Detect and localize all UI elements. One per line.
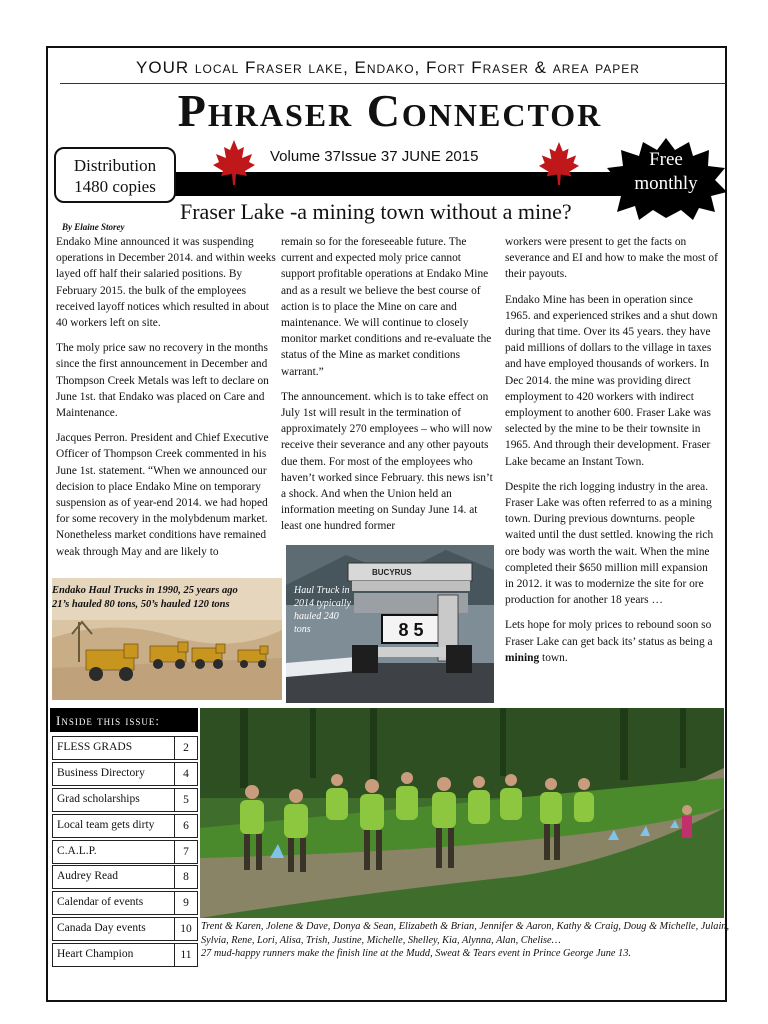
col2-para-1: remain so for the foreseeable future. The current and expected moly price cannot support profitable operations at Endako Mine and as a result we believe the best course of action is to place the Mine on care and maintenance. We will continue to closely monitor market conditions and re-evaluate the status of the Mine as market conditions warrant.” [281,236,492,378]
toc-page: 2 [174,737,197,759]
col1-para-2: The moly price saw no recovery in the months since the first announcement in December and Thompson Creek Metals was left to declare on June 1st. that Endako was placed on Care and Maintenance. [56,342,269,420]
toc-label: Grad scholarships [57,792,140,805]
maple-leaf-left-icon [212,138,256,186]
volume-line: Volume 37Issue 37 JUNE 2015 [270,148,479,165]
toc-page: 11 [174,944,197,966]
article-headline: Fraser Lake -a mining town without a mine? [180,199,572,224]
runners-event: 27 mud-happy runners make the finish line at the Mudd, Sweat & Tears event in Prince George June 13. [201,948,631,959]
old-trucks-caption-line2: 21’s hauled 80 tons, 50’s hauled 120 tons [52,599,230,610]
mud-runners-photo [200,708,724,918]
toc-page: 4 [174,763,197,785]
distribution-copies: 1480 copies [74,177,156,196]
toc-label: Calendar of events [57,896,144,909]
toc-item[interactable] [52,788,198,812]
runners-caption [201,920,731,961]
toc-item[interactable] [52,917,198,941]
toc-item[interactable] [52,891,198,915]
badge-text [605,148,727,196]
toc-label: Audrey Read [57,870,118,883]
truck-number: 8 5 [398,620,424,640]
distribution-label: Distribution [73,156,157,175]
col1-para-1: Endako Mine announced it was suspending operations in December 2014. and within weeks layed off half their salaried positions. By February 2015. the bulk of the employees received layoff notices which resulted in about 40 workers left on site. [56,236,276,330]
toc-page: 7 [174,841,197,863]
toc-page: 9 [174,892,197,914]
inside-issue-title: Inside this issue: [50,708,198,732]
truck-brand: BUCYRUS [372,568,412,577]
col3-para-4-end: town. [539,651,568,664]
col3-mining-emphasis: mining [505,651,540,664]
toc-item[interactable] [52,865,198,889]
toc-label: FLESS GRADS [57,741,133,753]
old-trucks-caption [52,584,284,612]
toc-item[interactable] [52,736,198,760]
article-byline: By Elaine Storey [62,222,125,232]
toc-label: C.A.L.P. [57,844,97,857]
col3-para-2: Endako Mine has been in operation since 1965. and experienced strikes and a shut down during that time. Over its 45 years. they have paid millions of dollars to the village in taxes and have employed thousands of workers. In Dec 2014. the mine was providing direct employment to 420 workers with indirect employment to another 600. Fraser Lake was selected by the mine to be their townsite in 1965. And through their development. Fraser Lake became an Instant Town. [505,293,718,468]
mud-runners-illustration [200,708,724,918]
free-monthly-badge [605,138,727,220]
toc-page: 5 [174,789,197,811]
col2-para-2: The announcement. which is to take effect on July 1st will result in the termination of approximately 270 employees – who will now receive their severance and any other payouts due them. For most of the employees who haven’t worked since February. this news isn’t a shock. And when the Union held an information meeting on Sunday June 14. at least one hundred former [281,390,493,533]
article-column-3 [505,234,719,675]
toc-item[interactable] [52,762,198,786]
col3-para-1: workers were present to get the facts on severance and EI and how to make the most of their payouts. [505,236,718,281]
col3-para-3: Despite the rich logging industry in the area. Fraser Lake was often referred to as a mining town. During previous downturns. people waited until the dust settled. knowing the rich ore body was worth the wait. When the mine completed their $650 million mill expansion in 2012. it was to modernize the site for ore production for another 18 years … [505,480,714,607]
old-trucks-caption-line1: Endako Haul Trucks in 1990, 25 years ago [52,585,238,596]
haul-truck-caption: Haul Truck in 2014 typically hauled 240 tons [294,585,351,635]
article-column-1 [56,234,276,569]
toc-label: Canada Day events [57,922,146,935]
col3-para-4 [505,617,719,666]
toc-item[interactable] [52,943,198,967]
toc-label: Heart Champion [57,948,134,961]
toc-label: Business Directory [57,766,145,779]
runners-names: Trent & Karen, Jolene & Dave, Donya & Sean, Elizabeth & Brian, Jennifer & Aaron, Kathy & Craig, Doug & Michelle, Julain, Sylvia, Rene, Lori, Alisa, Trish, Justine, Michelle, Shelley, Kia, Alynna, Alan, Chelise… [201,921,730,946]
badge-monthly: monthly [634,173,698,194]
col3-para-4-start: Lets hope for moly prices to rebound soon so Fraser Lake can get back its’ status as being a [505,619,713,648]
badge-free: Free [649,149,683,170]
maple-leaf-right-icon [538,140,580,186]
newspaper-title: Phraser Connector [177,85,603,136]
toc-item[interactable] [52,814,198,838]
toc-label: Local team gets dirty [57,818,155,831]
toc-item[interactable] [52,840,198,864]
article-column-2 [281,234,493,544]
distribution-box [54,147,176,203]
tagline: YOUR local Fraser lake, Endako, Fort Fraser & area paper [136,58,640,77]
toc-page: 6 [174,815,197,837]
col1-para-3: Jacques Perron. President and Chief Executive Officer of Thompson Creek commented in his June 1st. statement. “When we announced our decision to place Endako Mine on temporary suspension as of year-end 2014. we had hoped for some recovery in the molybdenum market. Nonetheless market conditions have remained weak through May and are likely to [56,432,269,558]
table-of-contents [52,736,198,969]
toc-page: 8 [174,866,197,888]
toc-page: 10 [174,918,197,940]
